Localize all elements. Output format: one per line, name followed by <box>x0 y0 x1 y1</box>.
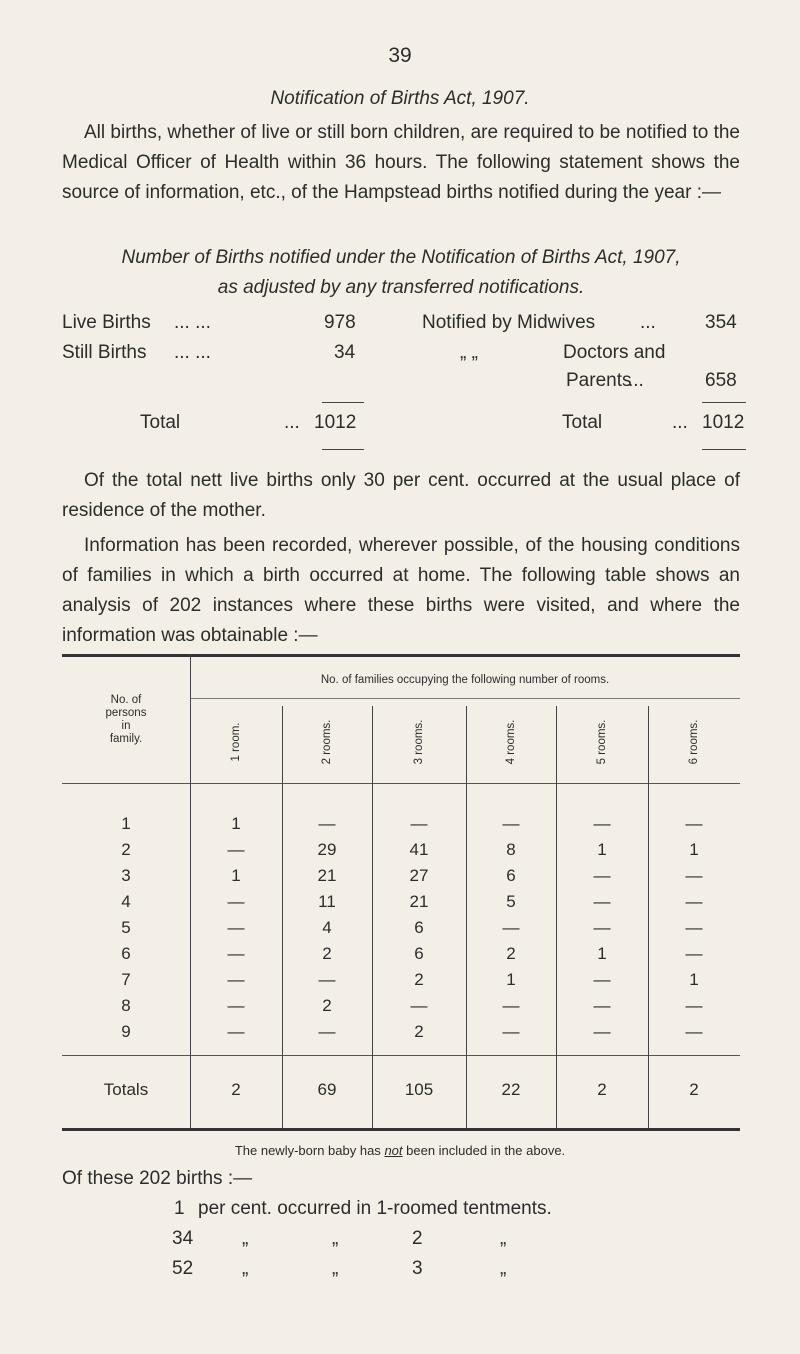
right-sum-rule <box>702 402 746 403</box>
col-divider-5 <box>648 706 649 1128</box>
col-header-6: 6 rooms. <box>688 719 700 765</box>
table-top-rule <box>62 654 740 657</box>
tail-line2-ditto2: „ <box>332 1228 339 1249</box>
persons-cell: 4 <box>121 892 131 911</box>
still-births-label: Still Births <box>62 342 147 363</box>
total-cell-1: 2 <box>231 1080 241 1099</box>
table-cell: — <box>410 814 428 833</box>
table-cell: 41 <box>409 840 429 859</box>
tail-line1-pct: 1 <box>174 1198 185 1219</box>
total-cell-4: 22 <box>501 1080 521 1099</box>
table-cell: — <box>685 996 703 1015</box>
table-cell: — <box>593 892 611 911</box>
total-cell-2: 69 <box>317 1080 337 1099</box>
tail-line3-ditto2: „ <box>332 1258 339 1279</box>
tail-line2-rooms: 2 <box>412 1228 423 1249</box>
summary-heading-line1: Number of Births notified under the Notification of Births Act, 1907, <box>121 247 681 268</box>
total-right-value: 1012 <box>702 412 745 433</box>
table-cell: — <box>502 918 520 937</box>
persons-cell: 8 <box>121 996 131 1015</box>
act-title: Notification of Births Act, 1907. <box>270 88 530 109</box>
table-cell: 29 <box>317 840 337 859</box>
col-header-2: 2 rooms. <box>321 719 333 765</box>
table-cell: — <box>227 944 245 963</box>
midwives-value: 354 <box>705 312 737 333</box>
table-cell: — <box>318 814 336 833</box>
table-cell: — <box>502 996 520 1015</box>
total-right-label: Total <box>562 412 603 433</box>
live-births-value: 978 <box>324 312 356 333</box>
table-cell: 2 <box>322 996 332 1015</box>
still-births-value: 34 <box>334 342 356 363</box>
table-cell: 11 <box>318 892 336 911</box>
note-before: The newly-born baby has <box>234 1143 381 1158</box>
table-cell: 6 <box>506 866 516 885</box>
table-cell: — <box>593 996 611 1015</box>
table-cell: 6 <box>414 944 424 963</box>
group-header: No. of families occupying the following number of rooms. <box>320 674 610 686</box>
tail-section <box>62 1168 752 1348</box>
persons-cell: 2 <box>121 840 131 859</box>
intro-text: All births, whether of live or still born children, are required to be notified to the Medical Officer of Health within 36 hours. The following statement shows the source of information, etc., of the Hampstead births notified during the year :— <box>62 122 740 203</box>
tail-line3-ditto1: „ <box>242 1258 249 1279</box>
table-cell: 2 <box>414 970 424 989</box>
housing-text: Information has been recorded, wherever possible, of the housing conditions of families in which a birth occurred at home. The following table shows an analysis of 202 instances where these births were visited, and where the information was obtainable :— <box>62 535 740 646</box>
table-cell: 6 <box>414 918 424 937</box>
table-cell: — <box>502 814 520 833</box>
table-cell: — <box>593 1022 611 1041</box>
persons-cell: 1 <box>121 814 131 833</box>
table-cell: 2 <box>414 1022 424 1041</box>
note-after: been included in the above. <box>406 1143 566 1158</box>
tail-line2-pct: 34 <box>172 1228 194 1249</box>
table-cell: — <box>685 944 703 963</box>
doctors-value: 658 <box>705 370 737 391</box>
doctors-dots: ... <box>628 370 644 391</box>
col-header-4: 4 rooms. <box>505 719 517 765</box>
row-header: No. of persons in family. <box>105 694 147 745</box>
col-header-3: 3 rooms. <box>413 719 425 765</box>
table-cell: — <box>593 814 611 833</box>
totals-label: Totals <box>103 1080 149 1099</box>
table-cell: 1 <box>231 814 241 833</box>
body-bottom-rule <box>62 1055 740 1056</box>
total-cell-6: 2 <box>689 1080 699 1099</box>
table-cell: 2 <box>506 944 516 963</box>
table-cell: — <box>685 866 703 885</box>
table-cell: 21 <box>409 892 429 911</box>
summary-heading-line2: as adjusted by any transferred notifications. <box>217 277 585 298</box>
live-births-label: Live Births <box>62 312 151 333</box>
table-bottom-rule <box>62 1128 740 1131</box>
table-cell: — <box>685 892 703 911</box>
doctors-label-1: Doctors and <box>563 342 666 363</box>
table-cell: — <box>318 970 336 989</box>
still-births-dots: ... ... <box>174 342 211 363</box>
header-bottom-rule <box>62 783 740 784</box>
table-cell: — <box>227 996 245 1015</box>
table-note <box>0 1143 800 1158</box>
col-divider-4 <box>556 706 557 1128</box>
col-divider-0 <box>190 654 191 1128</box>
tail-line3-pct: 52 <box>172 1258 194 1279</box>
table-cell: 21 <box>317 866 337 885</box>
housing-paragraph <box>62 531 740 651</box>
total-right-dots: ... <box>672 412 688 433</box>
left-total-rule <box>322 449 364 450</box>
tail-line1-text: per cent. occurred in 1-roomed tentments. <box>198 1198 552 1219</box>
page-number: 39 <box>388 44 412 67</box>
tail-line2-ditto1: „ <box>242 1228 249 1249</box>
table-cell: — <box>227 1022 245 1041</box>
table-cell: — <box>685 918 703 937</box>
table-cell: — <box>227 970 245 989</box>
table-cell: 1 <box>597 840 607 859</box>
col-divider-2 <box>372 706 373 1128</box>
table-cell: — <box>685 1022 703 1041</box>
total-cell-3: 105 <box>404 1080 434 1099</box>
table-cell: 27 <box>409 866 429 885</box>
table-cell: 1 <box>689 970 699 989</box>
total-cell-5: 2 <box>597 1080 607 1099</box>
table-cell: — <box>410 996 428 1015</box>
table-cell: — <box>502 1022 520 1041</box>
table-cell: 1 <box>689 840 699 859</box>
summary-heading <box>62 243 740 303</box>
table-cell: 8 <box>506 840 516 859</box>
tail-line3-ditto3: „ <box>500 1258 507 1279</box>
group-underline <box>190 698 740 699</box>
midwives-dots: ... <box>640 312 656 333</box>
midwives-label: Notified by Midwives <box>422 312 596 333</box>
tail-line2-ditto3: „ <box>500 1228 507 1249</box>
persons-cell: 6 <box>121 944 131 963</box>
table-cell: 2 <box>322 944 332 963</box>
housing-table <box>62 654 740 1132</box>
note-emphasis: not <box>384 1143 403 1158</box>
table-cell: — <box>593 918 611 937</box>
total-left-dots: ... <box>284 412 300 433</box>
residence-text: Of the total nett live births only 30 per cent. occurred at the usual place of residence of the mother. <box>62 470 740 521</box>
ditto-marks: „ „ <box>460 342 478 363</box>
table-cell: 5 <box>506 892 516 911</box>
total-left-label: Total <box>140 412 181 433</box>
residence-paragraph <box>62 466 740 526</box>
table-cell: 1 <box>506 970 516 989</box>
table-cell: — <box>593 866 611 885</box>
table-cell: — <box>227 892 245 911</box>
table-cell: 1 <box>597 944 607 963</box>
doctors-label-2: Parents <box>566 370 632 391</box>
right-total-rule <box>702 449 746 450</box>
tail-line3-rooms: 3 <box>412 1258 423 1279</box>
intro-paragraph <box>62 118 740 208</box>
table-cell: — <box>685 814 703 833</box>
col-header-5: 5 rooms. <box>596 719 608 765</box>
persons-cell: 3 <box>121 866 131 885</box>
col-divider-3 <box>466 706 467 1128</box>
persons-cell: 5 <box>121 918 131 937</box>
col-header-1: 1 room. <box>230 722 242 762</box>
left-sum-rule <box>322 402 364 403</box>
live-births-dots: ... ... <box>174 312 211 333</box>
table-cell: 4 <box>322 918 332 937</box>
table-cell: — <box>227 918 245 937</box>
table-cell: — <box>593 970 611 989</box>
tail-intro: Of these 202 births :— <box>62 1168 253 1189</box>
table-cell: — <box>227 840 245 859</box>
persons-cell: 9 <box>121 1022 131 1041</box>
table-cell: 1 <box>231 866 241 885</box>
table-cell: — <box>318 1022 336 1041</box>
persons-cell: 7 <box>121 970 131 989</box>
col-divider-1 <box>282 706 283 1128</box>
total-left-value: 1012 <box>314 412 357 433</box>
